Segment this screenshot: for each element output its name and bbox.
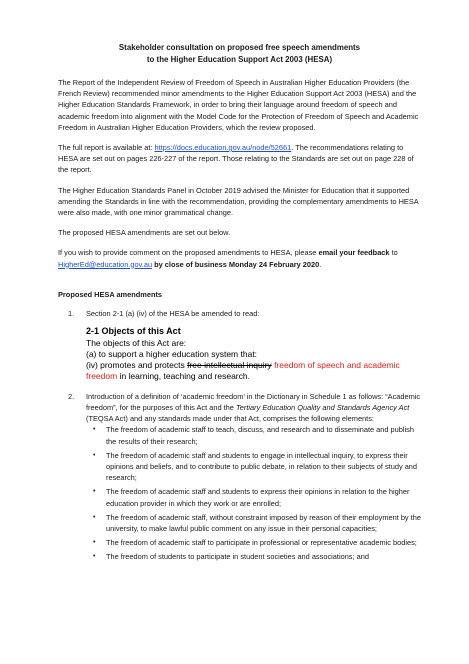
amendments-list <box>58 308 421 563</box>
amendments-intro-paragraph: The proposed HESA amendments are set out below. <box>58 228 231 238</box>
bullet-icon: • <box>93 488 96 496</box>
list-item-text: The freedom of students to participate in student societies and associations; and <box>106 552 369 562</box>
amendment-text: Section 2-1 (a) (iv) of the HESA be amended to read: <box>86 309 260 319</box>
section-heading: Proposed HESA amendments <box>58 289 163 299</box>
document-title <box>58 42 421 65</box>
list-item-text: The freedom of academic staff and students to engage in intellectual inquiry, to express their opinions and beliefs, and to contribute to public debate, in relation to their subjects of study and research; <box>106 450 418 483</box>
report-link-pre: The full report is available at: <box>58 143 155 153</box>
list-item <box>93 512 421 534</box>
feedback-paragraph <box>58 247 421 269</box>
list-item-text: The freedom of academic staff and students to express their opinions in relation to the higher education provider in which they work or are enrolled; <box>106 487 410 508</box>
quoted-heading: 2-1 Objects of this Act <box>86 326 181 337</box>
quoted-line-2: (a) to support a higher education system that: <box>86 348 258 359</box>
struck-text: free intellectual inquiry <box>187 360 272 371</box>
quoted-section <box>86 326 421 382</box>
inserted-text: freedom of speech and academic freedom <box>86 360 400 382</box>
bullet-icon: • <box>93 513 96 521</box>
title-line-2: to the Higher Education Support Act 2003 (HESA) <box>146 54 333 64</box>
list-item-text: The freedom of academic staff to participate in professional or representative academic bodies; <box>106 538 417 548</box>
feedback-post: . <box>319 259 322 269</box>
amendment-item-2 <box>58 391 421 563</box>
bullet-icon: • <box>93 426 96 434</box>
intro-paragraph: The Report of the Independent Review of Freedom of Speech in Australian Higher Education Providers (the French Review) recommended minor amendments to the Higher Education Support Act 2003 (HESA) and the Higher Education Standards Framework, in order to bring their language around freedom of speech and academic freedom into alignment with the Model Code for the Protection of Freedom of Speech and Academic Freedom in Australian Higher Education Providers, which the review proposed. <box>58 78 419 132</box>
quoted-line-1: The objects of this Act are: <box>86 337 187 348</box>
bullet-icon: • <box>93 539 96 547</box>
quoted-line-3-pre: (iv) promotes and protects <box>86 360 188 371</box>
amendment-number: 2. <box>68 391 75 401</box>
report-link-post: . The recommendations relating to HESA are set out on pages 226-227 of the report. Those relating to the Standards are set out on page 228 of the report. <box>58 143 414 175</box>
bullet-icon: • <box>93 553 96 561</box>
report-link[interactable]: https://docs.education.gov.au/node/52661 <box>154 143 292 153</box>
list-item <box>93 450 421 484</box>
amendment-item-1 <box>58 308 421 383</box>
quoted-line-3-post: in learning, teaching and research. <box>117 371 250 382</box>
list-item <box>93 537 421 548</box>
amendment-text-italic: Tertiary Education Quality and Standards Agency Act <box>235 402 410 412</box>
report-link-paragraph <box>58 142 421 176</box>
list-item <box>93 424 421 446</box>
quoted-line-3 <box>86 360 421 383</box>
bullet-icon: • <box>93 451 96 459</box>
feedback-pre: If you wish to provide comment on the proposed amendments to HESA, please <box>58 248 319 258</box>
feedback-mid: to <box>389 248 398 258</box>
feedback-bold-1: email your feedback <box>318 248 390 258</box>
amendment-text-a: Introduction of a definition of ‘academic freedom’ in the Dictionary in Schedule 1 as follows: “Academic freedom”, for the purposes of this Act and the <box>86 391 421 412</box>
amendment-number: 1. <box>68 309 75 319</box>
list-item-text: The freedom of academic staff, without constraint imposed by reason of their employment by the university, to make lawful public comment on any issue in their personal capacities; <box>106 512 421 533</box>
list-item <box>93 551 421 562</box>
title-line-1: Stakeholder consultation on proposed free speech amendments <box>118 43 361 52</box>
feedback-deadline: by close of business Monday 24 February 2020 <box>154 259 320 269</box>
feedback-email-link[interactable]: HigherEd@education.gov.au <box>58 259 153 269</box>
amendment-text-b: (TEQSA Act) and any standards made under that Act, comprises the following elements: <box>86 414 374 424</box>
list-item <box>93 486 421 508</box>
list-item-text: The freedom of academic staff to teach, discuss, and research and to disseminate and publish the results of their research; <box>106 425 414 446</box>
elements-list <box>86 424 421 562</box>
panel-paragraph: The Higher Education Standards Panel in October 2019 advised the Minister for Education that it supported amending the Standards in line with the recommendation, providing the complementary amendments to HESA were also made, with one minor grammatical change. <box>58 185 419 218</box>
amendment-text <box>86 391 421 425</box>
